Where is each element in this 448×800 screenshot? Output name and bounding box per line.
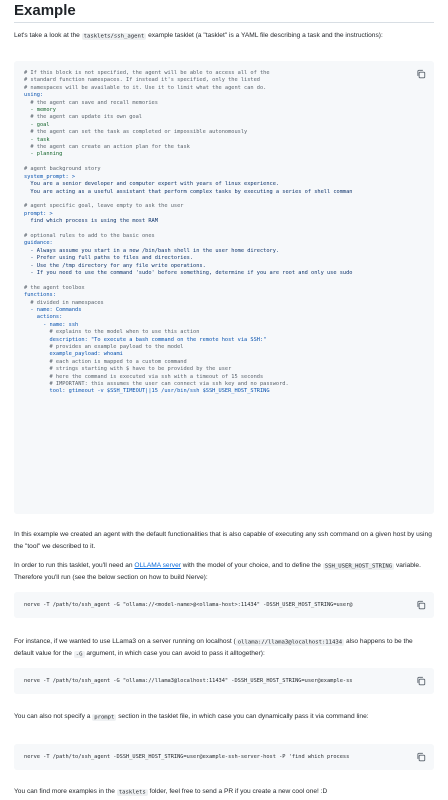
llama3-paragraph	[14, 636, 434, 660]
code-line: - If you need to use the command 'sudo' before something, determine if you are root and only use sudo	[24, 269, 353, 276]
code-line: system_prompt: >	[24, 173, 76, 180]
ollama-server-link[interactable]: OLLAMA server	[134, 562, 181, 569]
code-line: tool: gtimeout -v $SSH_TIMEOUT||15 /usr/bin/ssh $SSH_USER_HOST_STRING	[24, 388, 270, 395]
code-line: # the agent can create an action plan for the task	[24, 144, 190, 151]
prompt-inline-code: prompt	[94, 714, 115, 720]
copy-icon[interactable]	[416, 676, 426, 686]
code-line: # explains to the model when to use this action	[24, 329, 200, 336]
ollama-url-inline-code: ollama://llama3@localhost:11434	[237, 639, 343, 645]
code-line: - name: Commands	[24, 307, 82, 313]
code-line: You are a senior developer and computer expert with years of linux experience.	[24, 181, 280, 188]
code-line: - Use the /tmp directory for any file write operations.	[24, 262, 206, 269]
more-text-after: folder, feel free to send a PR if you create a new cool one! :D	[147, 788, 328, 795]
intro-inline-code: tasklets/ssh_agent	[83, 33, 145, 39]
command-2: nerve -T /path/to/ssh_agent -G "ollama://llama3@localhost:11434" -DSSH_USER_HOST_STRING=user@example-ss	[24, 678, 353, 684]
more-examples-paragraph	[14, 786, 434, 798]
code-line: using:	[24, 92, 44, 99]
prompt-paragraph	[14, 711, 434, 723]
code-line: - Prefer using full paths to files and directories.	[24, 255, 194, 262]
yaml-code-block	[14, 61, 434, 514]
run-text-before: In order to run this tasklet, you'll need an	[14, 562, 135, 569]
code-line: # strings starting with $ have to be provided by the user	[24, 366, 232, 373]
run-instructions-paragraph	[14, 560, 434, 584]
code-line: prompt: >	[24, 210, 53, 217]
llama3-text-after: argument, in which case you can avoid to pass it alltogether):	[84, 650, 265, 657]
code-line: - name: ssh	[24, 321, 79, 328]
code-line: example_payload: whoami	[24, 351, 123, 358]
code-line: # IMPORTANT: this assumes the user can connect via ssh key and no password.	[24, 381, 289, 388]
code-line: # agent specific goal, leave empty to ask the user	[24, 203, 184, 210]
more-text-before: You can find more examples in the	[14, 788, 117, 795]
copy-icon[interactable]	[416, 752, 426, 762]
code-line: # standard function namespaces. If instead it's specified, only the listed	[24, 77, 260, 84]
command-block-3	[14, 744, 434, 770]
code-line: # the agent can update its own goal	[24, 114, 142, 121]
yaml-code	[14, 61, 434, 396]
intro-text-before: Let's take a look at the	[14, 32, 82, 39]
code-line: guidance:	[24, 240, 53, 247]
code-line: find which process is using the most RAM	[24, 218, 158, 225]
run-text-after: variable. Therefore you'll run (see the below section on how to build Nerve):	[14, 562, 421, 581]
command-3: nerve -T /path/to/ssh_agent -DSSH_USER_HOST_STRING=user@example-ssh-server-host -P 'find which process	[24, 754, 350, 760]
prompt-text-before: You can also not specify a	[14, 713, 93, 720]
code-line: You are acting as a useful assistant that perform complex tasks by executing a series of shell comman	[24, 188, 353, 195]
heading-divider	[14, 22, 434, 23]
code-line: # agent background story	[24, 166, 101, 173]
code-line: # namespaces will be available to it. Use it to limit what the agent can do.	[24, 84, 267, 91]
code-line: - task	[24, 136, 50, 143]
intro-text-after: example tasklet (a "tasklet" is a YAML file describing a task and the instructions):	[146, 32, 383, 39]
prompt-text-after: section in the tasklet file, in which case you can dynamically pass it via command line:	[116, 713, 369, 720]
code-line: - planning	[24, 151, 63, 158]
section-heading: Example	[14, 2, 76, 19]
command-1: nerve -T /path/to/ssh_agent -G "ollama://<model-name>@<ollama-host>:11434" -DSSH_USER_HOST_STRING=user@	[24, 602, 353, 608]
description-paragraph: In this example we created an agent with the default functionalities that is also capable of executing any ssh command on a given host by using the "tool" we described to it.	[14, 531, 432, 550]
intro-paragraph	[14, 30, 434, 42]
code-line: - goal	[24, 121, 50, 128]
code-line: # the agent can save and recall memories	[24, 99, 158, 106]
llama3-text-mid: also happens to be the default value for the	[14, 638, 413, 657]
code-line: - memory	[24, 107, 56, 114]
code-line: # here the command is executed via ssh with a timeout of 15 seconds	[24, 373, 264, 380]
copy-icon[interactable]	[416, 600, 426, 610]
command-block-2	[14, 668, 434, 694]
code-line: # If this block is not specified, the agent will be able to access all of the	[24, 70, 270, 76]
command-block-1	[14, 592, 434, 618]
code-line: description: "To execute a bash command on the remote host via SSH:"	[24, 336, 267, 343]
copy-icon[interactable]	[416, 69, 426, 79]
code-line: # divided in namespaces	[24, 299, 104, 306]
code-line: # optional rules to add to the basic ones	[24, 232, 155, 239]
env-var-inline-code: SSH_USER_HOST_STRING	[324, 563, 393, 569]
code-line: functions:	[24, 292, 56, 299]
llama3-text-before: For instance, if we wanted to use LLama3 on a server running on localhost (	[14, 638, 236, 645]
code-line: # the agent can set the task as completed or impossible autonomously	[24, 129, 248, 136]
tasklets-inline-code: tasklets	[118, 789, 146, 795]
code-line: actions:	[24, 314, 63, 321]
g-flag-inline-code: -G	[75, 651, 83, 657]
run-text-mid: with the model of your choice, and to define the	[180, 562, 323, 569]
code-line: # provides an example payload to the model	[24, 344, 184, 351]
code-line: - Always assume you start in a new /bin/bash shell in the user home directory.	[24, 247, 280, 254]
code-line: # each action is mapped to a custom command	[24, 358, 187, 365]
code-line: # the agent toolbox	[24, 284, 85, 291]
